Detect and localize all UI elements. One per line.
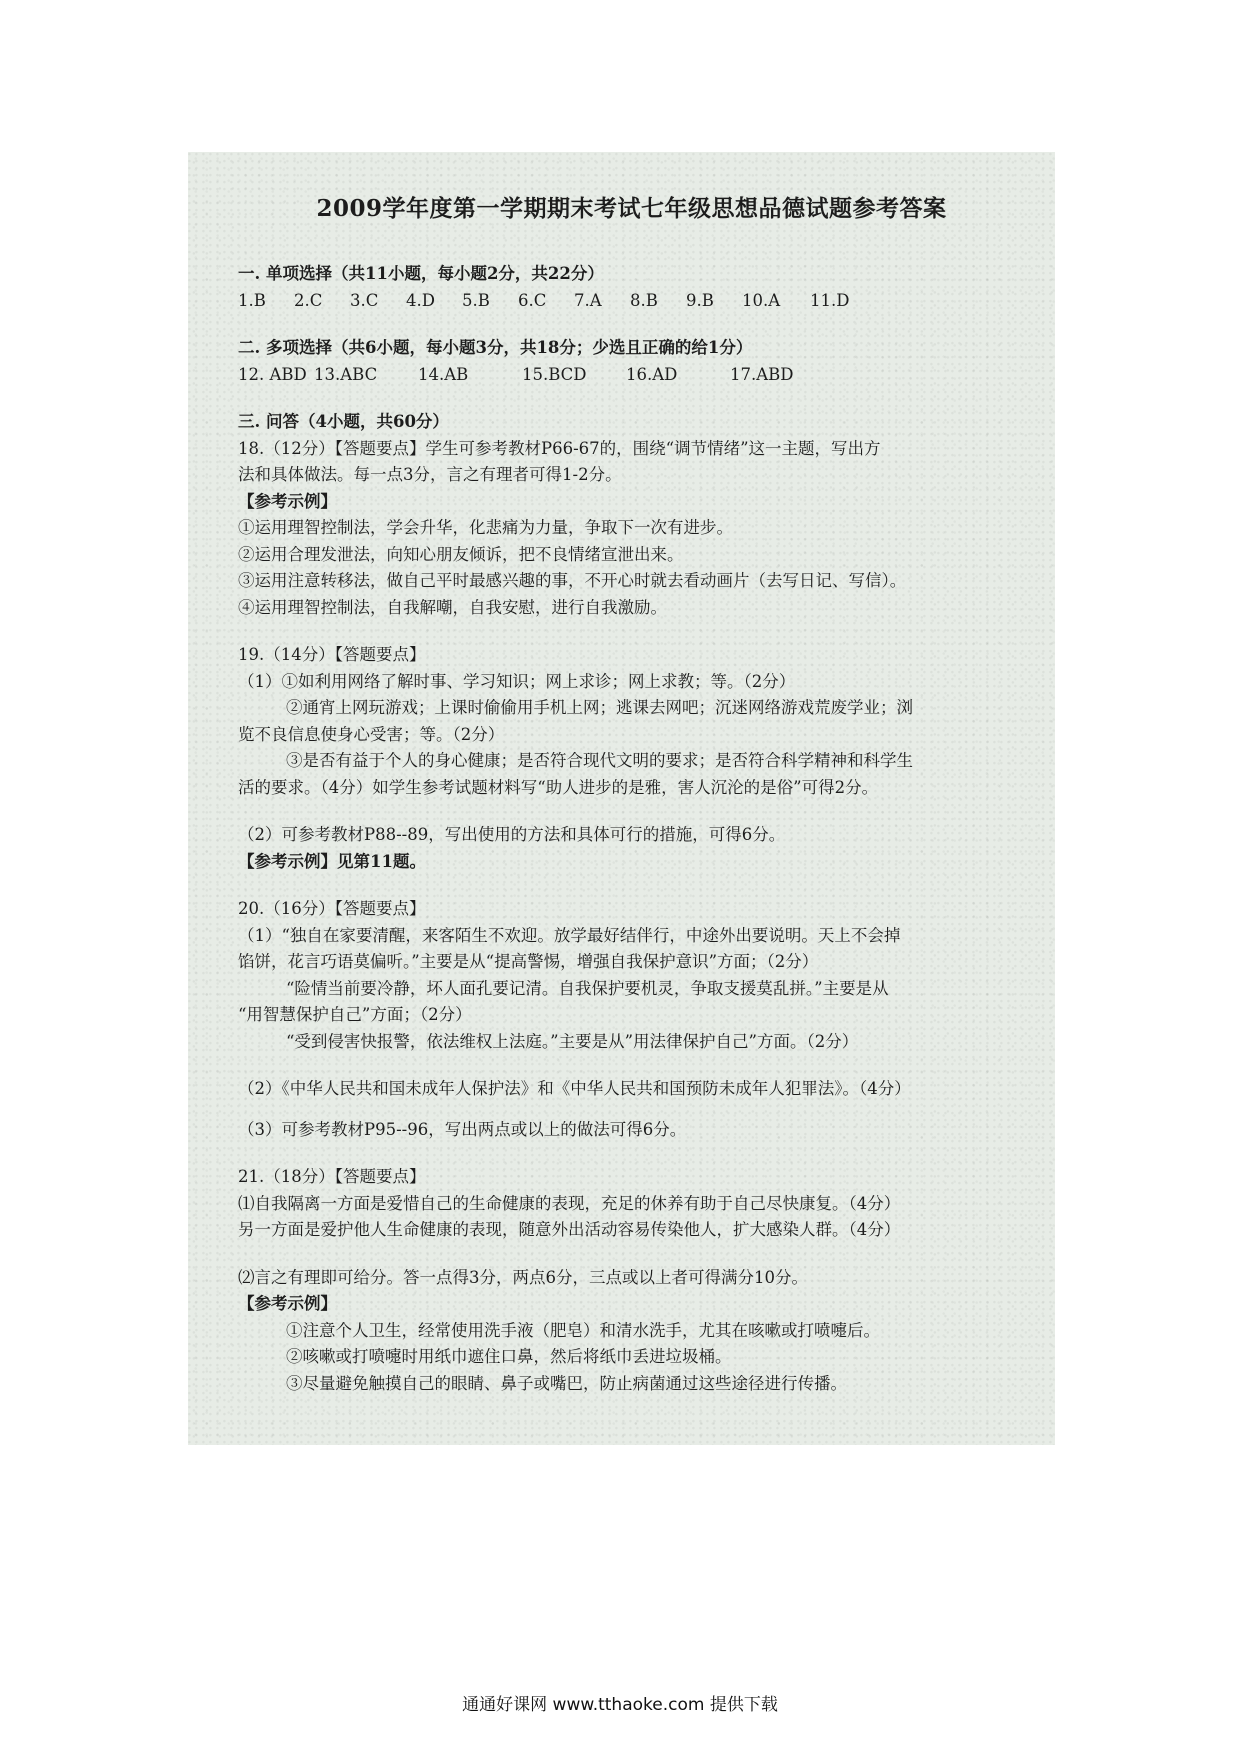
text-line: 【参考示例】 [238, 491, 337, 511]
text-line: ①运用理智控制法，学会升华，化悲痛为力量，争取下一次有进步。 [238, 518, 733, 537]
text-line: （1）①如利用网络了解时事、学习知识；网上求诊；网上求教；等。（2分） [238, 671, 796, 691]
question-19 [238, 642, 1025, 875]
section2-heading: 二. 多项选择（共6小题，每小题3分，共18分；少选且正确的给1分） [238, 338, 753, 357]
answer-item: 15.BCD [522, 364, 587, 384]
question-18 [238, 436, 1025, 622]
answer-item: 8.B [630, 290, 658, 310]
text-line: 法和具体做法。每一点3分，言之有理者可得1-2分。 [238, 465, 622, 484]
answer-item: 16.AD [626, 364, 678, 384]
text-line: ②咳嗽或打喷嚏时用纸巾遮住口鼻，然后将纸巾丢进垃圾桶。 [286, 1347, 732, 1366]
document-title: 2009学年度第一学期期末考试七年级思想品德试题参考答案 [316, 195, 947, 222]
text-line: ③尽量避免触摸自己的眼睛、鼻子或嘴巴，防止病菌通过这些途径进行传播。 [286, 1373, 847, 1393]
text-line: 活的要求。（4分）如学生参考试题材料写“助人进步的是雅，害人沉沦的是俗”可得2分。 [238, 777, 879, 797]
answer-item: 2.C [294, 290, 323, 310]
answer-item: 5.B [462, 290, 490, 310]
text-line: “用智慧保护自己”方面；（2分） [238, 1005, 472, 1024]
answer-item: 4.D [406, 290, 435, 310]
answer-item: 6.C [518, 290, 547, 310]
answer-item: 10.A [742, 290, 781, 310]
answer-item: 17.ABD [730, 364, 794, 384]
text-line: 馅饼，花言巧语莫偏听。”主要是从“提高警惕，增强自我保护意识”方面；（2分） [238, 952, 819, 971]
text-line: 18.（12分）【答题要点】学生可参考教材P66-67的，围绕“调节情绪”这一主题，写出方 [238, 438, 881, 458]
download-footer: 通通好课网 www.tthaoke.com 提供下载 [462, 1695, 778, 1715]
text-line: ③运用注意转移法，做自己平时最感兴趣的事，不开心时就去看动画片（去写日记、写信）。 [238, 571, 907, 590]
text-line: 【参考示例】 [238, 1294, 337, 1313]
text-line: ①注意个人卫生，经常使用洗手液（肥皂）和清水洗手，尤其在咳嗽或打喷嚏后。 [286, 1320, 880, 1340]
text-line: 览不良信息使身心受害；等。（2分） [238, 724, 505, 744]
text-line: “受到侵害快报警，依法维权上法庭。”主要是从”用法律保护自己”方面。（2分） [286, 1031, 859, 1051]
text-line: 另一方面是爱护他人生命健康的表现，随意外出活动容易传染他人，扩大感染人群。（4分） [238, 1220, 901, 1239]
section1-answers [238, 288, 1025, 315]
answer-item: 3.C [350, 290, 379, 310]
answer-item: 11.D [810, 290, 850, 310]
section1-heading: 一. 单项选择（共11小题，每小题2分，共22分） [238, 264, 604, 283]
text-line: （1）“独自在家要清醒，来客陌生不欢迎。放学最好结伴行，中途外出要说明。天上不会掉 [238, 925, 901, 945]
text-line: “险情当前要冷静，坏人面孔要记清。自我保护要机灵，争取支援莫乱拼。”主要是从 [286, 978, 889, 998]
text-line: 【参考示例】见第11题。 [238, 851, 426, 871]
section2-answers [238, 362, 1025, 389]
text-line: 20.（16分）【答题要点】 [238, 899, 426, 918]
answer-item: 7.A [574, 290, 602, 310]
answer-item: 1.B [238, 290, 266, 310]
text-line: ④运用理智控制法，自我解嘲，自我安慰，进行自我激励。 [238, 597, 667, 617]
text-line: （3）可参考教材P95--96，写出两点或以上的做法可得6分。 [238, 1119, 687, 1139]
text-line: ③是否有益于个人的身心健康；是否符合现代文明的要求；是否符合科学精神和科学生 [286, 751, 913, 770]
text-line: ②运用合理发泄法，向知心朋友倾诉，把不良情绪宣泄出来。 [238, 544, 684, 564]
text-line: ⑴自我隔离一方面是爱惜自己的生命健康的表现，充足的休养有助于自己尽快康复。（4分） [238, 1193, 901, 1213]
scanned-answer-sheet [188, 152, 1055, 1445]
answer-item: 14.AB [418, 364, 469, 384]
section3-heading: 三. 问答（4小题，共60分） [238, 412, 449, 431]
text-line: （2）可参考教材P88--89，写出使用的方法和具体可行的措施，可得6分。 [238, 825, 786, 844]
text-line: 21.（18分）【答题要点】 [238, 1167, 426, 1186]
question-20 [238, 896, 1025, 1143]
text-line: ⑵言之有理即可给分。答一点得3分，两点6分，三点或以上者可得满分10分。 [238, 1267, 808, 1287]
text-line: ②通宵上网玩游戏；上课时偷偷用手机上网；逃课去网吧；沉迷网络游戏荒废学业；浏 [286, 698, 913, 717]
question-21 [238, 1164, 1025, 1397]
answer-item: 13.ABC [314, 364, 378, 384]
answer-item: 9.B [686, 290, 714, 310]
answer-item: 12. ABD [238, 364, 307, 384]
text-line: 19.（14分）【答题要点】 [238, 645, 426, 664]
text-line: （2）《中华人民共和国未成年人保护法》和《中华人民共和国预防未成年人犯罪法》。（4分） [238, 1079, 911, 1098]
